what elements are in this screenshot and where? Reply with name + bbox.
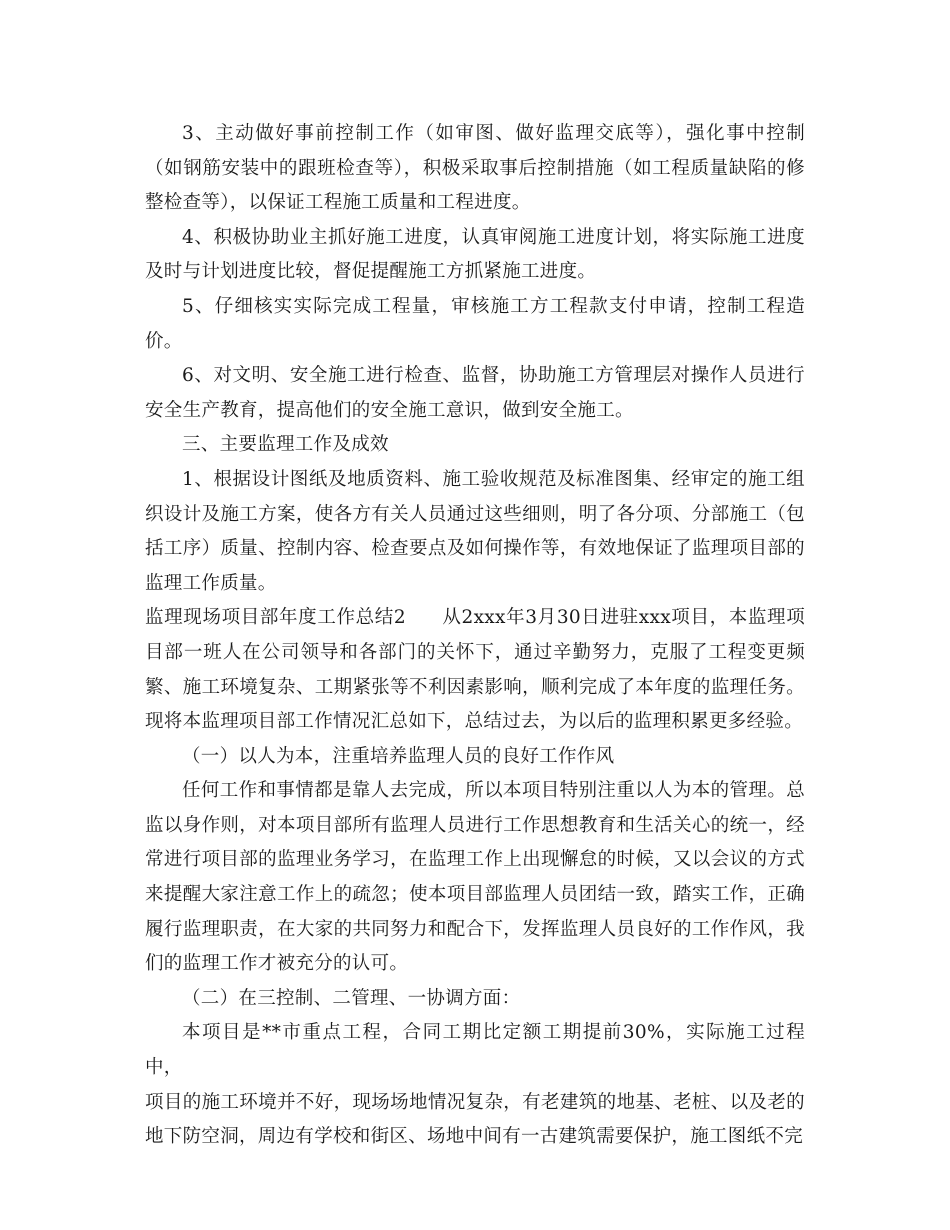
paragraph-control-measures: 3、主动做好事前控制工作（如审图、做好监理交底等），强化事中控制（如钢筋安装中的跟班检查等），积极采取事后控制措施（如工程质量缺陷的修整检查等），以保证工程施工质量和工程进度。	[145, 123, 805, 214]
heading-people-first: （一）以人为本，注重培养监理人员的良好工作作风	[182, 745, 615, 767]
paragraph-design-basis: 1、根据设计图纸及地质资料、施工验收规范及标准图集、经审定的施工组织设计及施工方案，使各方有关人员通过这些细则，明了各分项、分部施工（包括工序）质量、控制内容、检查要点及如何操作等，有效地保证了监理项目部的监理工作质量。	[145, 468, 805, 594]
section-title: 监理现场项目部年度工作总结2	[145, 607, 406, 629]
section-intro: 从2xxx年3月30日进驻xxx项目，本监理项目部一班人在公司领导和各部门的关怀下，通过辛勤努力，克服了工程变更频繁、施工环境复杂、工期紧张等不利因素影响，顺利完成了本年度的监理任务。现将本监理项目部工作情况汇总如下，总结过去，为以后的监理积累更多经验。	[145, 607, 805, 733]
paragraph-safety: 6、对文明、安全施工进行检查、监督，协助施工方管理层对操作人员进行安全生产教育，提高他们的安全施工意识，做到安全施工。	[145, 365, 805, 421]
paragraph-project-overview: 本项目是**市重点工程，合同工期比定额工期提前30%，实际施工过程中，	[145, 1022, 805, 1079]
heading-three-controls: （二）在三控制、二管理、一协调方面：	[182, 987, 521, 1009]
paragraph-schedule: 4、积极协助业主抓好施工进度，认真审阅施工进度计划，将实际施工进度及时与计划进度比较，督促提醒施工方抓紧施工进度。	[145, 226, 805, 283]
heading-main-work: 三、主要监理工作及成效	[182, 434, 389, 456]
section-summary-2	[145, 601, 805, 739]
paragraph-cost: 5、仔细核实实际完成工程量，审核施工方工程款支付申请，控制工程造价。	[145, 295, 805, 352]
paragraph-site-conditions: 项目的施工环境并不好，现场场地情况复杂，有老建筑的地基、老桩、以及老的地下防空洞，周边有学校和街区、场地中间有一古建筑需要保护，施工图纸不完	[145, 1091, 805, 1148]
paragraph-people-management: 任何工作和事情都是靠人去完成，所以本项目特别注重以人为本的管理。总监以身作则，对本项目部所有监理人员进行工作思想教育和生活关心的统一，经常进行项目部的监理业务学习，在监理工作上出现懈怠的时候，又以会议的方式来提醒大家注意工作上的疏忽；使本项目部监理人员团结一致，踏实工作，正确履行监理职责，在大家的共同努力和配合下，发挥监理人员良好的工作作风，我们的监理工作才被充分的认可。	[145, 780, 805, 975]
document-body	[145, 117, 805, 1155]
